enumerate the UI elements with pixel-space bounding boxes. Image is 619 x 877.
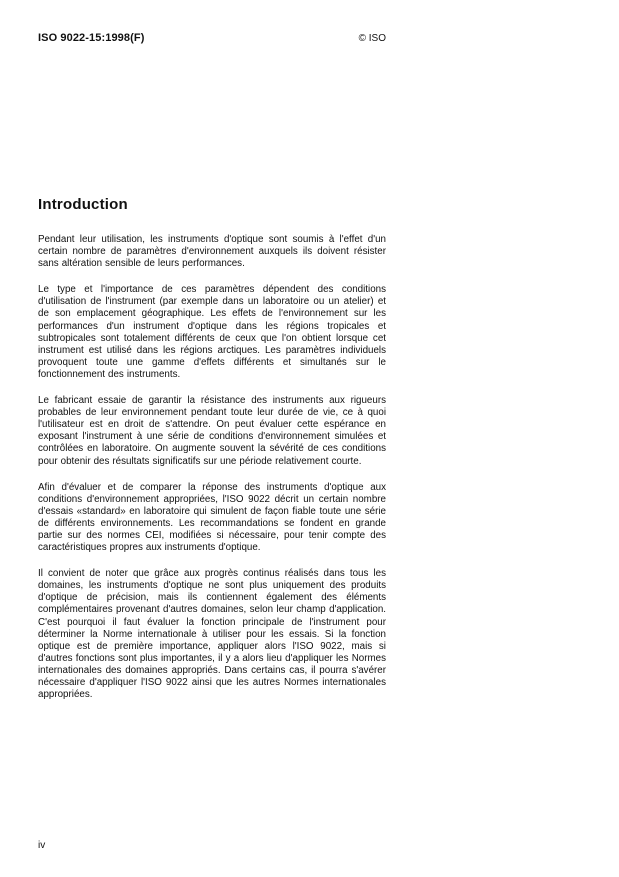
section-title: Introduction	[38, 196, 128, 213]
page-number: iv	[38, 840, 46, 851]
page-footer	[38, 840, 45, 851]
paragraph-1: Pendant leur utilisation, les instruments d'optique sont soumis à l'effet d'un certain nombre de paramètres d'environnement auxquels ils doivent résister sans altération sensible de leurs performances.	[38, 234, 386, 270]
paragraph-4: Afin d'évaluer et de comparer la réponse des instruments d'optique aux conditions d'environnement appropriées, l'ISO 9022 décrit un certain nombre d'essais «standard» en laboratoire qui simulent de façon fiable toute une série de différents environnements. Les recommandations se fondent en grande partie sur des normes CEI, modifiées si nécessaire, pour tenir compte des caractéristiques propres aux instruments d'optique.	[38, 481, 386, 554]
copyright-notice: © ISO	[358, 33, 386, 44]
paragraph-2: Le type et l'importance de ces paramètres dépendent des conditions d'utilisation de l'instrument (par exemple dans un laboratoire ou un atelier) et de son emplacement géographique. Les effets de l'environnement sur les performances d'un instrument d'optique dans les régions tropicales et subtropicales sont totalement différents de ceux que l'on obtient lorsque cet instrument est utilisé dans les régions arctiques. Les paramètres individuels provoquent toute une gamme d'effets différents et simultanés sur le fonctionnement des instruments.	[38, 284, 386, 380]
page-header	[38, 32, 386, 44]
paragraph-5: Il convient de noter que grâce aux progrès continus réalisés dans tous les domaines, les instruments d'optique ne sont plus uniquement des produits d'optique de précision, mais ils contiennent également des éléments complémentaires provenant d'autres domaines, selon leur champ d'application. C'est pourquoi il faut évaluer la fonction principale de l'instrument pour déterminer la Norme internationale à utiliser pour les essais. Si la fonction optique est de première importance, appliquer alors l'ISO 9022, mais si d'autres fonctions sont plus importantes, il y a alors lieu d'appliquer les Normes internationales des domaines appropriés. Dans certains cas, il pourra s'avérer nécessaire d'appliquer l'ISO 9022 ainsi que les autres Normes internationales appropriées.	[38, 568, 386, 701]
document-reference: ISO 9022-15:1998(F)	[38, 32, 145, 44]
page-content	[38, 196, 386, 715]
paragraph-3: Le fabricant essaie de garantir la résistance des instruments aux rigueurs probables de leur environnement pendant toute leur durée de vie, ce à quoi l'utilisateur est en droit de s'attendre. On peut évaluer cette espérance en exposant l'instrument à une série de conditions d'environnement simulées et contrôlées en laboratoire. On augmente souvent la sévérité de ces conditions pour obtenir des résultats significatifs sur une période relativement courte.	[38, 395, 386, 467]
